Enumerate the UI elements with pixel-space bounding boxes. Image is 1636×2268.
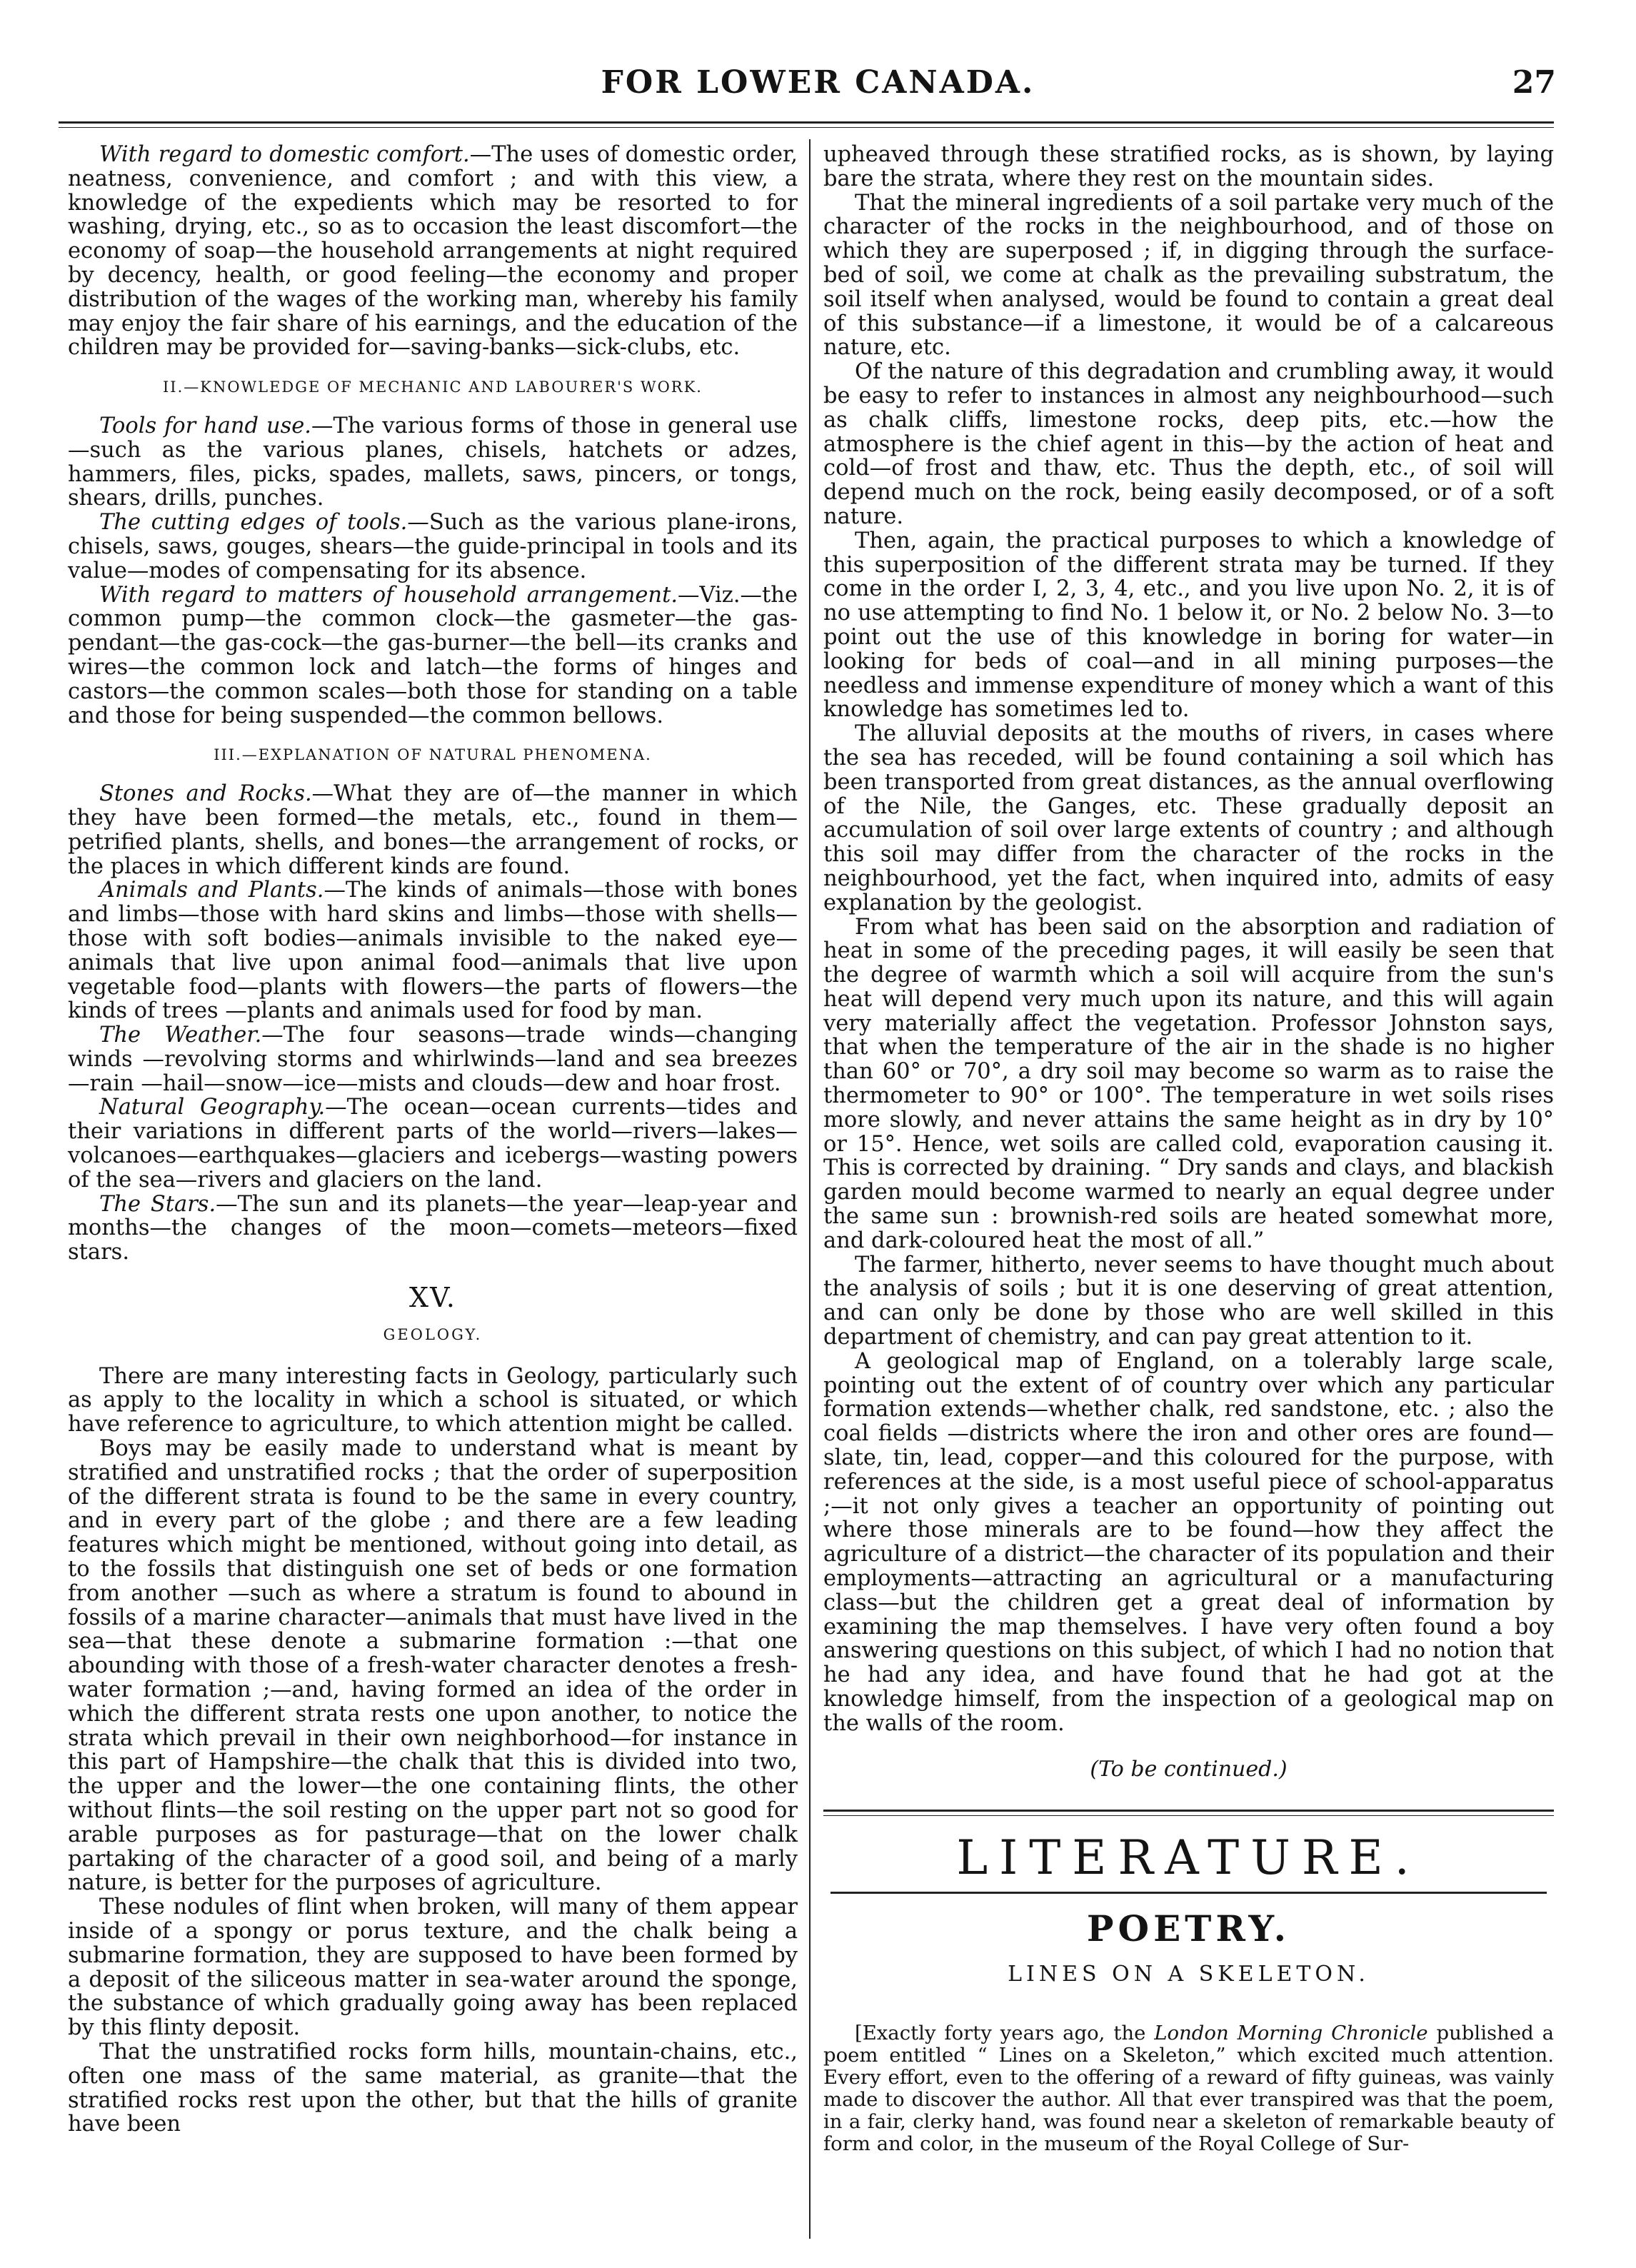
paragraph — [68, 878, 798, 1023]
paragraph-text: —The various forms of those in general use —such as the various planes, chisels, hatchets or adzes, hammers, files, picks, spades, mallets, saws, pincers, or tongs, shears, drills, punches. — [68, 413, 798, 511]
paragraph: These nodules of flint when broken, will many of them appear inside of a spongy or porus texture, and the chalk being a submarine formation, they are supposed to have been formed by a deposit of the siliceous matter in sea-water around the sponge, the substance of which gradually going away has been replaced by this flinty deposit. — [68, 1895, 798, 2041]
paragraph: A geological map of England, on a tolerably large scale, pointing out the extent of of country over which any particular formation extends—whether chalk, red sandstone, etc. ; also the coal fields —districts where the iron and other ores are found—slate, tin, lead, copper—and this coloured for the purpose, with references at the side, is a most useful piece of school-apparatus ;—it not only gives a teacher an opportunity of pointing out where those minerals are to be found—how they affect the agriculture of a district—the character of its population and their employments—attracting an agricultural or a manufacturing class—but the children get a great deal of information by examining the map themselves. I have very often found a boy answering questions on this subject, of which I had no notion that he had any idea, and have found that he had got at the knowledge himself, from the inspection of a geological map on the walls of the room. — [823, 1348, 1554, 1736]
column-divider — [809, 139, 811, 2239]
paragraph-label: Stones and Rocks. — [99, 781, 312, 807]
paragraph-text: —The uses of domestic order, neatness, convenience, and comfort ; and with this view, a knowledge of the expedients which may be resorted to for washing, drying, etc., so as to occasion the least discomfort—the economy of soap—the household arrangements at night required by decency, health, or good feeling—the economy and proper distribution of the wages of the working man, whereby his family may enjoy the fair share of his earnings, and the education of the children may be provided for—saving-banks—sick-clubs, etc. — [68, 142, 798, 361]
paragraph: upheaved through these stratified rocks, as is shown, by laying bare the strata, where they rest on the mountain sides. — [823, 142, 1554, 191]
section-title: GEOLOGY. — [383, 1325, 483, 1343]
literature-rule — [830, 1892, 1547, 1894]
subsection-heading: III.—EXPLANATION OF NATURAL PHENOMENA. — [214, 746, 652, 764]
left-column — [68, 143, 798, 2235]
paragraph: There are many interesting facts in Geology, particularly such as apply to the locality in which a school is situated, or which have reference to agriculture, to which attention might be called. — [68, 1363, 798, 1437]
paragraph: Of the nature of this degradation and crumbling away, it would be easy to refer to instances in almost any neighbourhood—such as chalk cliffs, limestone rocks, deep pits, etc.—how the atmosphere is the chief agent in this—by the action of heat and cold—of frost and thaw, etc. Thus the depth, etc., of soil will depend much on the rock, being easily decomposed, or of a soft nature. — [823, 359, 1554, 529]
paragraph: From what has been said on the absorption and radiation of heat in some of the preceding pages, it will easily be seen that the degree of warmth which a soil will acquire from the sun's heat will depend very much upon its nature, and this will again very materially affect the vegetation. Professor Johnston says, that when the temperature of the air in the shade is no higher than 60° or 70°, a dry soil may become so warm as to raise the thermometer to 90° or 100°. The temperature in wet soils rises more slowly, and never attains the same height as in dry by 10° or 15°. Hence, wet soils are called cold, evaporation causing it. This is corrected by draining. “ Dry sands and clays, and blackish garden mould become warmed to nearly an equal degree under the same sun : brownish-red soils are heated somewhat more, and dark-coloured heat the most of all.” — [823, 914, 1554, 1253]
paragraph-label: Natural Geography. — [99, 1095, 326, 1120]
poem-title: LINES ON A SKELETON. — [1008, 1961, 1370, 1987]
header-rule — [59, 121, 1554, 128]
paragraph-label: The Weather. — [99, 1023, 262, 1048]
running-header — [0, 61, 1636, 104]
paragraph-label: Animals and Plants. — [99, 878, 324, 903]
paragraph — [68, 1023, 798, 1095]
paragraph-label: The Stars. — [99, 1191, 216, 1217]
to-be-continued: (To be continued.) — [1090, 1756, 1288, 1782]
paragraph: Then, again, the practical purposes to which a knowledge of this superposition of the different strata may be turned. If they come in the order I, 2, 3, 4, etc., and you live upon No. 2, it is of no use attempting to find No. 1 below it, or No. 2 below No. 3—to point out the use of this knowledge in boring for water—in looking for beds of coal—and in all mining purposes—the needless and immense expenditure of money which a want of this knowledge has sometimes led to. — [823, 528, 1554, 723]
paragraph-label: With regard to domestic comfort. — [99, 142, 470, 167]
paragraph-text: —The four seasons—trade winds—changing winds —revolving storms and whirlwinds—land and sea breezes—rain —hail—snow—ice—mists and clouds—dew and hoar frost. — [68, 1023, 798, 1096]
paragraph — [68, 1095, 798, 1192]
literature-heading: LITERATURE. — [956, 1830, 1421, 1886]
paragraph-text: —Such as the various plane-irons, chisels, saws, gouges, shears—the guide-principal in tools and its value—modes of compensating for its absence. — [68, 510, 798, 583]
paragraph-label: Tools for hand use. — [99, 413, 311, 438]
paragraph: The farmer, hitherto, never seems to have thought much about the analysis of soils ; but it is one deserving of great attention, and can only be done by those who are well skilled in this department of chemistry, and can pay great attention to it. — [823, 1252, 1554, 1350]
section-rule — [823, 1810, 1554, 1816]
note-text: [Exactly forty years ago, the — [855, 2021, 1155, 2044]
note-text: published a poem entitled “ Lines on a Skeleton,” which excited much attention. Every effort, even to the offering of a reward of fifty guineas, was vainly made to discover the author. All that ever transpired was that the poem, in a fair, clerky hand, was found near a skeleton of remarkable beauty of form and color, in the museum of the Royal College of Sur- — [823, 2021, 1555, 2155]
paragraph — [68, 782, 798, 878]
page-number: 27 — [1512, 64, 1556, 101]
subsection-heading: II.—KNOWLEDGE OF MECHANIC AND LABOURER'S WORK. — [163, 378, 703, 396]
paragraph-text: —The ocean—ocean currents—tides and their variations in different parts of the world—rivers—lakes—volcanoes—earthquakes—glaciers and icebergs—wasting powers of the sea—rivers and glaciers on the land. — [68, 1095, 798, 1193]
paragraph-label: The cutting edges of tools. — [99, 510, 408, 536]
paragraph-text: —Viz.—the common pump—the common clock—the gasmeter—the gas-pendant—the gas-cock—the gas-burner—the bell—its cranks and wires—the common lock and latch—the forms of hinges and castors—the common scales—both those for standing on a table and those for being suspended—the common bellows. — [68, 582, 798, 728]
paragraph-text: —What they are of—the manner in which they have been formed—the metals, etc., found in them—petrified plants, shells, and bones—the arrangement of rocks, or the places in which different kinds are found. — [68, 781, 798, 879]
paragraph: Boys may be easily made to understand what is meant by stratified and unstratified rocks ; that the order of superposition of the different strata is found to be the same in every country, and in every part of the globe ; and there are a few leading features which might be mentioned, without going into detail, as to the fossils that distinguish one set of beds or one formation from another —such as where a stratum is found to abound in fossils of a marine character—animals that must have lived in the sea—that these denote a submarine formation :—that one abounding with those of a fresh-water character denotes a fresh-water formation ;—and, having formed an idea of the order in which the different strata rests one upon another, to notice the strata which prevail in their own neighborhood—for instance in this part of Hampshire—the chalk that this is divided into two, the upper and the lower—the one containing flints, the other without flints—the soil resting on the upper part not so good for arable purposes as for pasturage—that on the lower chalk partaking of the character of a good soil, and being of a marly nature, is better for the purposes of agriculture. — [68, 1436, 798, 1896]
paragraph-text: —The kinds of animals—those with bones and limbs—those with hard skins and limbs—those with shells—those with soft bodies—animals invisible to the naked eye—animals that live upon animal food—animals that live upon vegetable food—plants with flowers—the parts of flowers—the kinds of trees —plants and animals used for food by man. — [68, 878, 798, 1024]
paragraph — [68, 143, 798, 360]
newspaper-name: London Morning Chronicle — [1154, 2021, 1428, 2044]
right-column — [823, 143, 1554, 2171]
paragraph: The alluvial deposits at the mouths of rivers, in cases where the sea has receded, will be found containing a soil which has been transported from great distances, as the annual overflowing of the Nile, the Ganges, etc. These gradually deposit an accumulation of soil over large extents of country ; and although this soil may differ from the character of the rocks in the neighbourhood, yet the fact, when inquired into, admits of easy explanation by the geologist. — [823, 721, 1554, 915]
paragraph-label: With regard to matters of household arrangement. — [99, 582, 678, 608]
paragraph: That the mineral ingredients of a soil partake very much of the character of the rocks in the neighbourhood, and of those on which they are superposed ; if, in digging through the surface-bed of soil, we come at chalk as the prevailing substratum, the soil itself when analysed, would be found to contain a great deal of this substance—if a limestone, it would be of a calcareous nature, etc. — [823, 190, 1554, 361]
paragraph-text: —The sun and its planets—the year—leap-year and months—the changes of the moon—comets—meteors—fixed stars. — [68, 1191, 798, 1265]
paragraph — [68, 1193, 798, 1265]
paragraph — [68, 511, 798, 583]
poetry-heading: POETRY. — [1086, 1907, 1291, 1950]
editorial-note — [823, 2022, 1554, 2155]
paragraph: That the unstratified rocks form hills, mountain-chains, etc., often one mass of the same material, as granite—that the stratified rocks rest upon the other, but that the hills of granite have been — [68, 2039, 798, 2137]
paragraph — [68, 414, 798, 511]
running-title: FOR LOWER CANADA. — [601, 64, 1035, 101]
paragraph — [68, 583, 798, 728]
section-number: XV. — [409, 1282, 456, 1314]
